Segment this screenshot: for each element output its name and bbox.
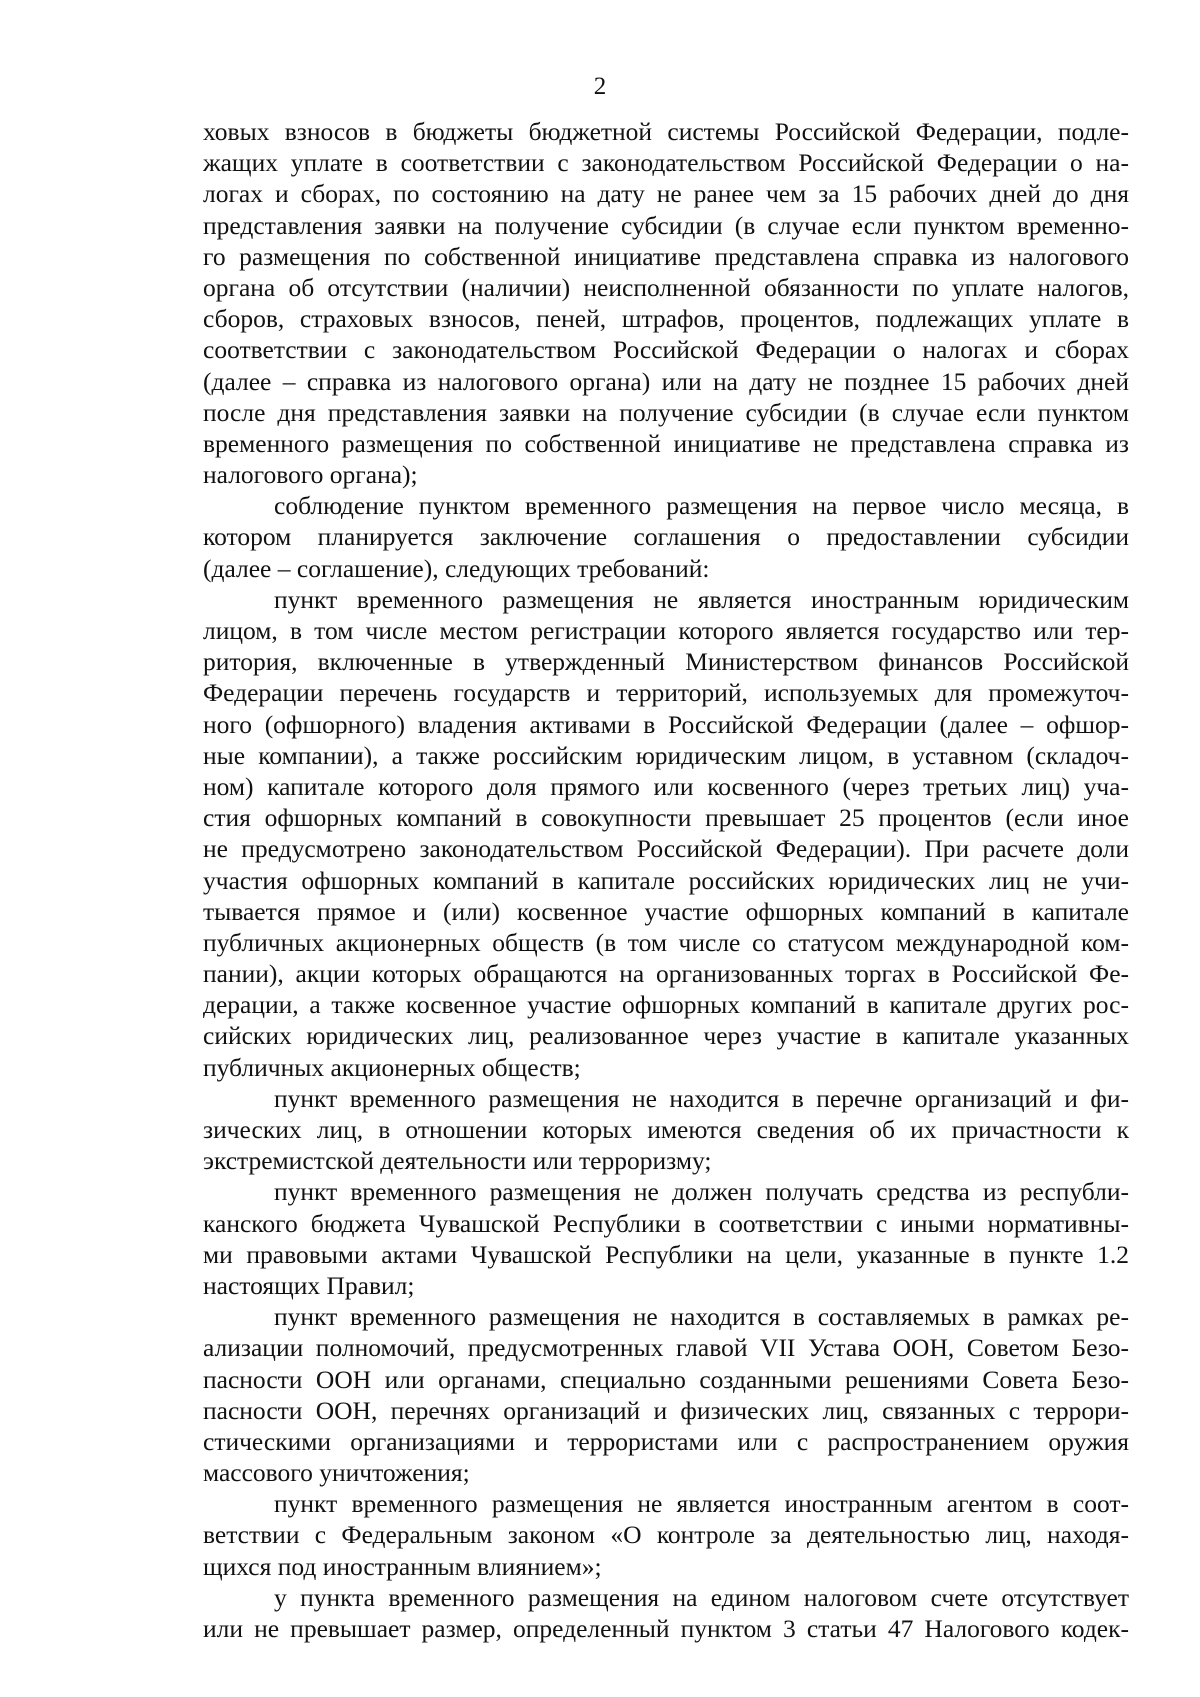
text-line: сборов, страховых взносов, пеней, штрафов, процентов, подлежащих уплате в [203,304,1129,334]
text-line: тывается прямое и (или) косвенное участие офшорных компаний в капитале [203,896,1129,926]
text-line: стическими организациями и террористами или с распространением оружия [203,1426,1129,1456]
text-line: публичных акционерных обществ (в том числе со статусом международной ком- [203,927,1129,957]
text-line: зических лиц, в отношении которых имеются сведения об их причастности к [203,1115,1129,1144]
paragraph [203,1582,1129,1644]
text-line: ные компании), а также российским юридическим лицом, в уставном (складоч- [203,740,1129,770]
text-line: канского бюджета Чувашской Республики в соответствии с иными нормативны- [203,1208,1129,1238]
paragraph [203,1301,1129,1488]
text-line: после дня представления заявки на получение субсидии (в случае если пунктом [203,397,1129,427]
text-line: котором планируется заключение соглашения о предоставлении субсидии [203,522,1129,552]
text-line: дерации, а также косвенное участие офшорных компаний в капитале других рос- [203,990,1129,1020]
paragraph [203,1176,1129,1301]
text-line: массового уничтожения; [203,1458,470,1488]
paragraph [203,116,1129,490]
document-body [203,116,1129,1644]
text-line: ховых взносов в бюджеты бюджетной системы Российской Федерации, подле- [203,117,1129,146]
text-line: публичных акционерных обществ; [203,1052,581,1082]
text-line: пункт временного размещения не должен получать средства из республи- [274,1177,1129,1207]
text-line: лицом, в том числе местом регистрации которого является государство или тер- [203,616,1129,645]
text-line: органа об отсутствии (наличии) неисполненной обязанности по уплате налогов, [203,272,1129,302]
text-line: логах и сборах, по состоянию на дату не ранее чем за 15 рабочих дней до дня [203,179,1129,209]
text-line: ного (офшорного) владения активами в Российской Федерации (далее – офшор- [203,709,1129,739]
text-line: Федерации перечень государств и территорий, используемых для промежуточ- [203,678,1129,708]
text-line: или не превышает размер, определенный пунктом 3 статьи 47 Налогового кодек- [203,1614,1129,1643]
text-line: не предусмотрено законодательством Российской Федерации). При расчете доли [203,834,1129,864]
text-line: ми правовыми актами Чувашской Республики на цели, указанные в пункте 1.2 [203,1239,1129,1269]
paragraph [203,584,1129,1083]
page-number: 2 [593,73,607,100]
text-line: соответствии с законодательством Российской Федерации о налогах и сборах [203,335,1129,365]
text-line: участия офшорных компаний в капитале российских юридических лиц не учи- [203,865,1129,895]
text-line: настоящих Правил; [203,1270,415,1300]
text-line: временного размещения по собственной инициативе не представлена справка из [203,428,1129,458]
text-line: ритория, включенные в утвержденный Министерством финансов Российской [203,647,1129,677]
text-line: ном) капитале которого доля прямого или косвенного (через третьих лиц) уча- [203,771,1129,801]
paragraph [203,1083,1129,1177]
paragraph [203,1488,1129,1582]
text-line: у пункта временного размещения на едином налоговом счете отсутствует [274,1582,1129,1612]
text-line: экстремистской деятельности или терроризму; [203,1146,712,1176]
text-line: ализации полномочий, предусмотренных главой VII Устава ООН, Советом Безо- [203,1333,1129,1363]
text-line: щихся под иностранным влиянием»; [203,1551,602,1581]
text-line: го размещения по собственной инициативе представлена справка из налогового [203,241,1129,271]
text-line: ветствии с Федеральным законом «О контроле за деятельностью лиц, находя- [203,1520,1129,1550]
text-line: соблюдение пунктом временного размещения на первое число месяца, в [274,491,1129,521]
text-line: налогового органа); [203,460,418,490]
text-line: пасности ООН, перечнях организаций и физических лиц, связанных с террори- [203,1395,1129,1425]
text-line: (далее – соглашение), следующих требований: [203,553,710,583]
text-line: жащих уплате в соответствии с законодательством Российской Федерации о на- [203,148,1129,178]
text-line: стия офшорных компаний в совокупности превышает 25 процентов (если иное [203,803,1129,833]
text-line: пункт временного размещения не находится в перечне организаций и фи- [274,1083,1129,1113]
text-line: пункт временного размещения не является иностранным агентом в соот- [274,1489,1129,1519]
text-line: пункт временного размещения не находится в составляемых в рамках ре- [274,1302,1129,1332]
text-line: пасности ООН или органами, специально созданными решениями Совета Безо- [203,1364,1129,1394]
text-line: пункт временного размещения не является иностранным юридическим [274,584,1129,614]
text-line: представления заявки на получение субсидии (в случае если пунктом временно- [203,210,1129,240]
text-line: сийских юридических лиц, реализованное через участие в капитале указанных [203,1021,1129,1051]
paragraph [203,490,1129,584]
text-line: (далее – справка из налогового органа) или на дату не позднее 15 рабочих дней [203,366,1129,396]
text-line: пании), акции которых обращаются на организованных торгах в Российской Фе- [203,959,1129,989]
